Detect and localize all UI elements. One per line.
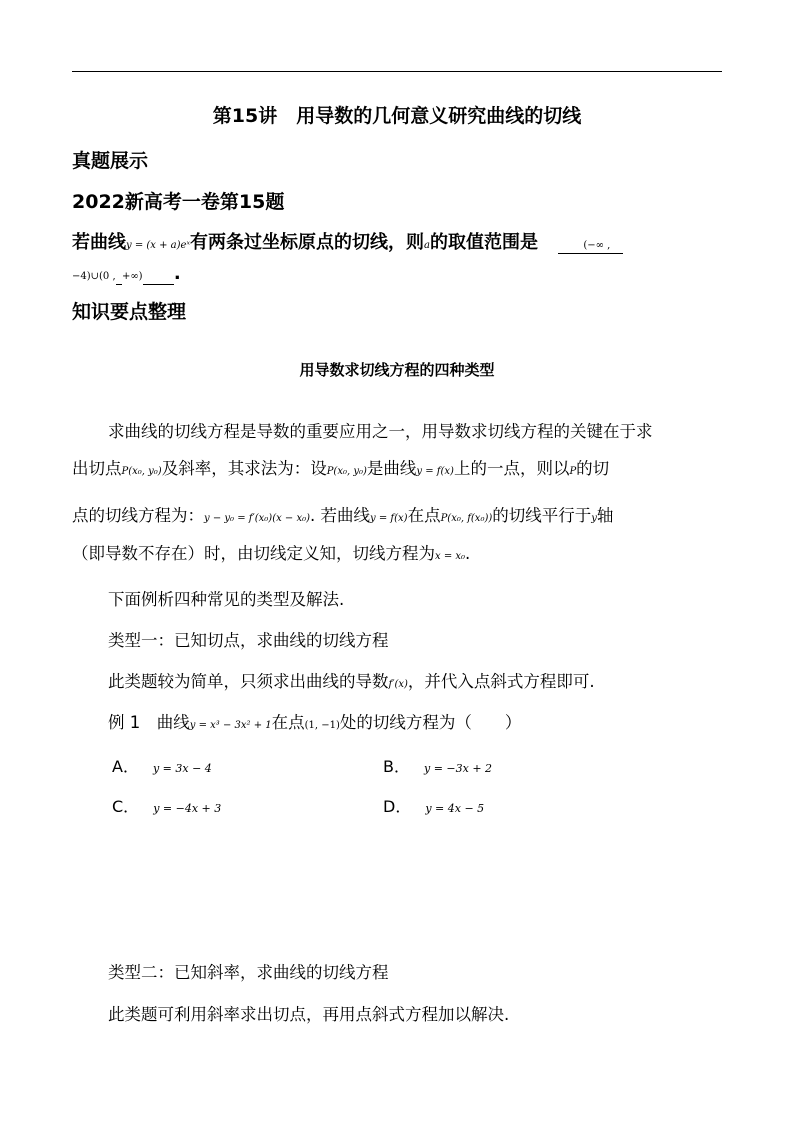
text: . 若曲线 (310, 506, 371, 525)
option-d[interactable] (383, 794, 484, 817)
option-label: B． (383, 757, 410, 776)
paragraph-line (72, 502, 613, 526)
type1-description (108, 668, 595, 692)
answer-part: +∞) (121, 271, 143, 282)
text: 是曲线 (366, 459, 417, 478)
text: 处的切线方程为（ ） (339, 713, 522, 732)
option-expression: y = 3x − 4 (152, 762, 212, 775)
math-function: y = f(x) (416, 466, 454, 477)
option-a[interactable] (112, 754, 212, 777)
option-c[interactable] (112, 794, 221, 817)
math-curve: y = x³ − 3x² + 1 (189, 720, 272, 731)
text: 点的切线方程为： (72, 506, 204, 525)
answer-blank (558, 232, 623, 254)
text: 上的一点，则以 (453, 459, 570, 478)
type1-title: 类型一：已知切点，求曲线的切线方程 (108, 631, 389, 650)
option-expression: y = −4x + 3 (153, 802, 222, 815)
option-label: C． (112, 797, 140, 816)
text: 此类题较为简单，只须求出曲线的导数 (108, 672, 389, 691)
math-variable: y (591, 513, 597, 524)
math-point: P(x₀, f(x₀)) (440, 513, 493, 524)
text: . (465, 544, 471, 563)
math-point: P(x₀, y₀) (121, 466, 162, 477)
text: 的切 (576, 459, 610, 478)
text: ，并代入点斜式方程即可. (407, 672, 595, 691)
question-variable: a (424, 240, 430, 251)
section-subtitle: 用导数求切线方程的四种类型 (299, 361, 495, 379)
header-rule (72, 71, 722, 72)
page-title: 第15讲 用导数的几何意义研究曲线的切线 (212, 105, 582, 127)
text: 出切点 (72, 459, 122, 478)
type2-title: 类型二：已知斜率，求曲线的切线方程 (108, 963, 389, 982)
section-heading-exam: 真题展示 (72, 150, 149, 172)
answer-part: (−∞ , (583, 240, 611, 251)
answer-part: −4)∪(0 , (72, 271, 116, 282)
option-expression: y = 4x − 5 (425, 802, 485, 815)
text: （即导数不存在）时，由切线定义知，切线方程为 (72, 544, 435, 563)
math-function: y = f(x) (370, 513, 408, 524)
question-line-2 (72, 263, 181, 285)
paragraph-line: 下面例析四种常见的类型及解法. (108, 590, 345, 609)
text: 轴 (596, 506, 614, 525)
paragraph-line (72, 455, 609, 479)
math-variable: P (569, 466, 577, 477)
paragraph-line: 求曲线的切线方程是导数的重要应用之一，用导数求切线方程的关键在于求 (108, 422, 653, 441)
question-text: 有两条过坐标原点的切线，则 (190, 232, 424, 253)
question-curve-formula: y = (x + a)eˣ (126, 240, 190, 251)
math-point: P(x₀, y₀) (326, 466, 367, 477)
answer-end: . (173, 263, 181, 284)
section-heading-knowledge: 知识要点整理 (72, 301, 187, 323)
exam-label: 2022新高考一卷第15题 (72, 191, 285, 213)
question-text: 的取值范围是 (429, 232, 538, 253)
answer-blank (143, 263, 174, 285)
question-text: 若曲线 (72, 232, 126, 253)
paragraph-line (72, 540, 470, 564)
option-label: A． (112, 757, 139, 776)
type2-description: 此类题可利用斜率求出切点，再用点斜式方程加以解决. (108, 1005, 510, 1024)
option-label: D． (383, 797, 412, 816)
example-1 (108, 709, 521, 733)
math-tangent-equation: y − y₀ = f′(x₀)(x − x₀) (204, 513, 311, 524)
math-equation: x = x₀ (435, 551, 466, 562)
text: 的切线平行于 (492, 506, 592, 525)
option-b[interactable] (383, 754, 492, 777)
text: 及斜率，其求法为：设 (161, 459, 327, 478)
text: 在点 (271, 713, 305, 732)
option-expression: y = −3x + 2 (423, 762, 493, 775)
question-line-1 (72, 228, 623, 254)
text: 例 1 曲线 (108, 713, 190, 732)
math-point: (1, −1) (304, 720, 340, 731)
text: 在点 (407, 506, 441, 525)
math-derivative: f′(x) (388, 679, 408, 690)
